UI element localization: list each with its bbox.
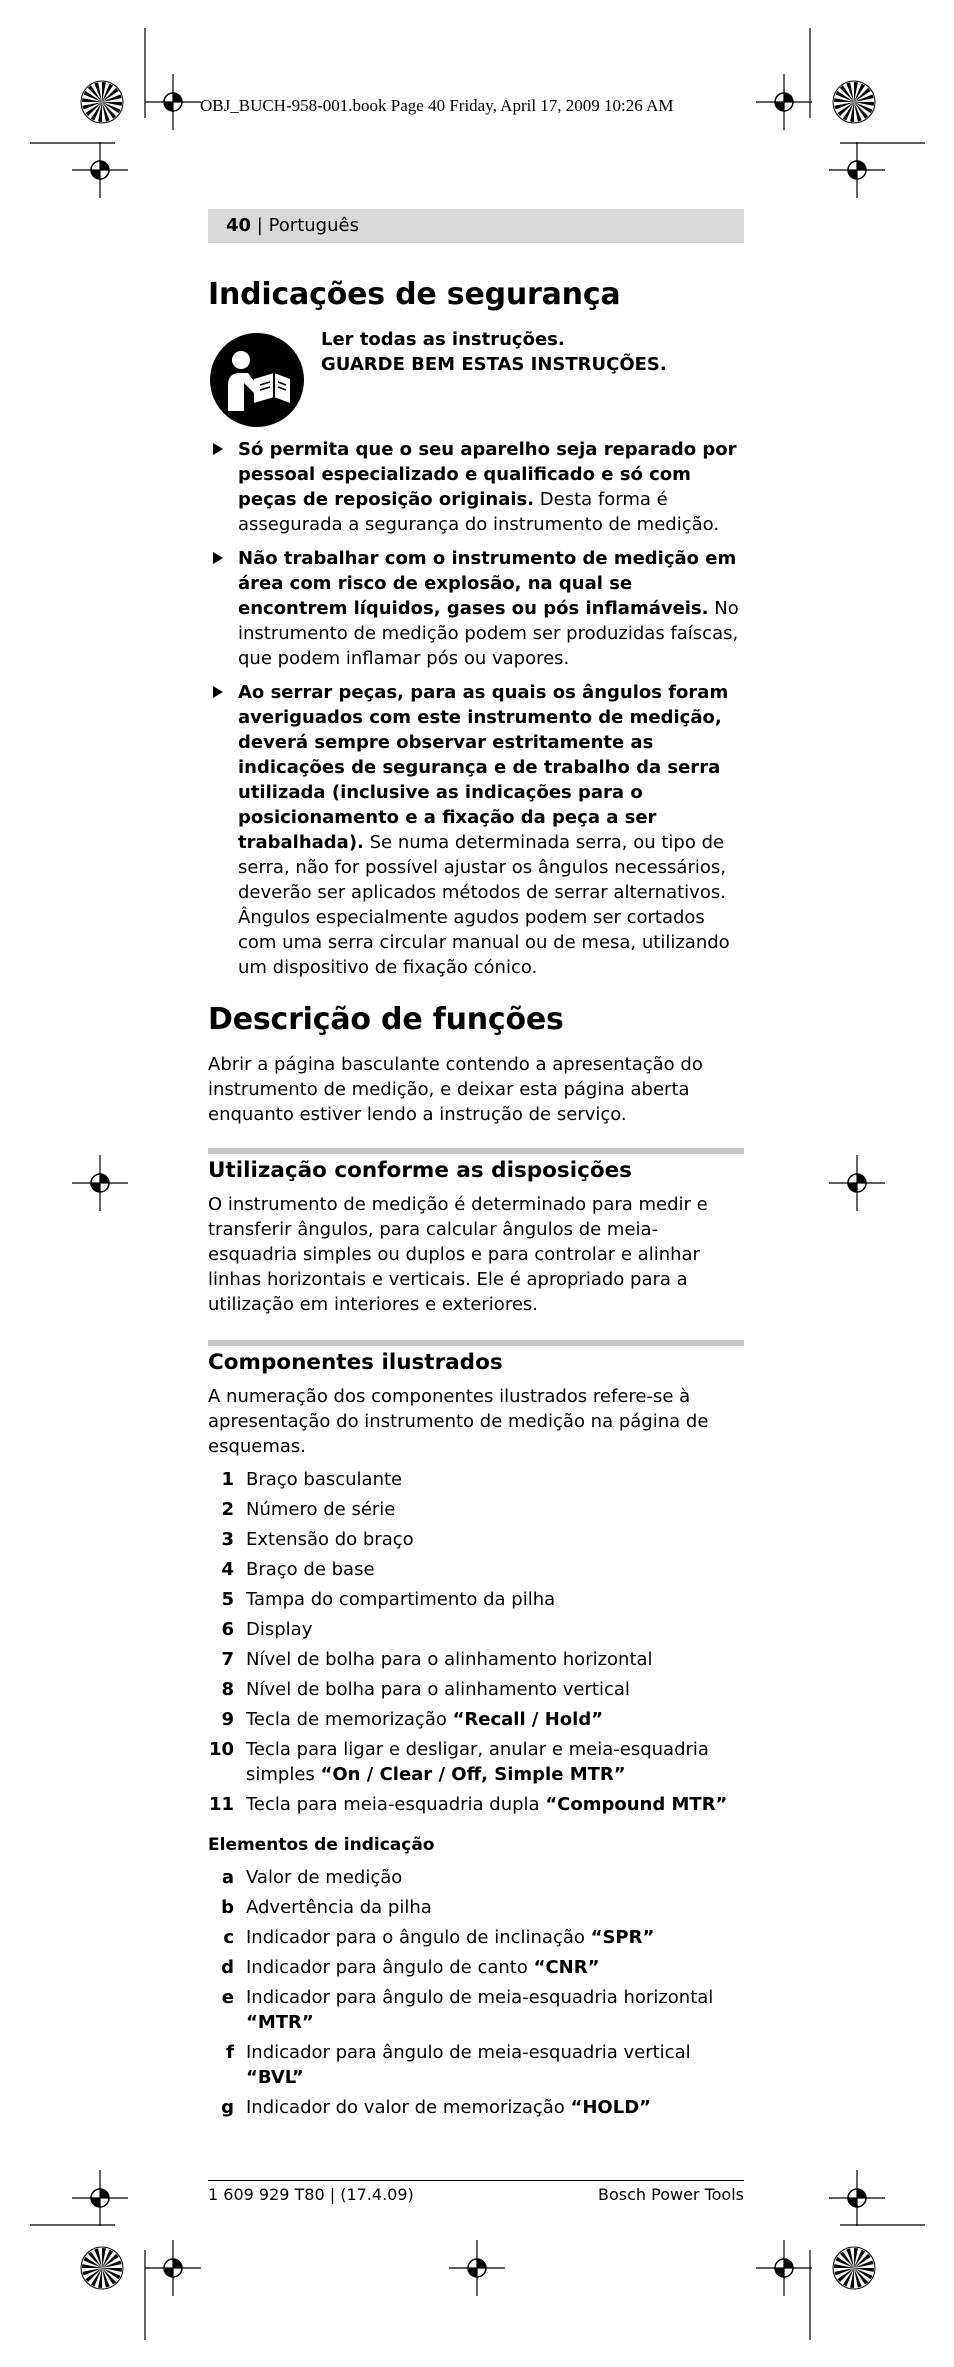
- section-divider: [208, 1340, 744, 1346]
- list-item: 3 Extensão do braço: [221, 1529, 414, 1550]
- list-item: 11 Tecla para meia-esquadria dupla “Compound MTR”: [208, 1794, 728, 1815]
- star-target-top-right: [833, 81, 875, 123]
- safety-bullet: Não trabalhar com o instrumento de medição em área com risco de explosão, na qual se encontrem líquidos, gases ou pós inflamáveis. No instrumento de medição podem ser produzidas faíscas, que podem inflamar pós ou vapores.: [208, 546, 744, 671]
- functions-intro: Abrir a página basculante contendo a apresentação do instrumento de medição, e deixar esta página aberta enquanto estiver lendo a instrução de serviço.: [208, 1054, 703, 1125]
- footer-brand: Bosch Power Tools: [598, 2185, 744, 2204]
- list-item: 4 Braço de base: [221, 1559, 375, 1580]
- star-target-bottom-left: [81, 2247, 123, 2289]
- list-item: d Indicador para ângulo de canto “CNR”: [221, 1957, 600, 1978]
- star-target-bottom-right: [833, 2247, 875, 2289]
- list-item: e Indicador para ângulo de meia-esquadria horizontal “MTR”: [221, 1987, 714, 2033]
- safety-bullet: Ao serrar peças, para as quais os ângulos foram averiguados com este instrumento de medição, deverá sempre observar estritamente as indicações de segurança e de trabalho da serra utilizada (inclusive as indicações para o posicionamento e a fixação da peça a ser trabalhada). Se numa determinada serra, ou tipo de serra, não for possível ajustar os ângulos necessários, deverão ser aplicados métodos de serrar alternativos. Ângulos especialmente agudos podem ser cortados com uma serra circular manual ou de mesa, utilizando um dispositivo de fixação cónico.: [208, 680, 744, 980]
- list-item: 9 Tecla de memorização “Recall / Hold”: [221, 1709, 604, 1730]
- section-title-functions: Descrição de funções: [208, 1002, 564, 1037]
- section-title-safety: Indicações de segurança: [208, 277, 621, 312]
- list-item: 7 Nível de bolha para o alinhamento horizontal: [221, 1649, 653, 1670]
- page-header-bar: [208, 209, 744, 243]
- list-item: 1 Braço basculante: [221, 1469, 403, 1490]
- print-header: OBJ_BUCH-958-001.book Page 40 Friday, April 17, 2009 10:26 AM: [200, 96, 674, 115]
- subsection-title-intended-use: Utilização conforme as disposições: [208, 1158, 632, 1183]
- list-item: g Indicador do valor de memorização “HOLD”: [221, 2097, 651, 2118]
- components-intro: A numeração dos componentes ilustrados refere-se à apresentação do instrumento de medição na página de esquemas.: [208, 1386, 709, 1457]
- components-list: [208, 1467, 744, 1822]
- intended-use-text: O instrumento de medição é determinado para medir e transferir ângulos, para calcular ângulos de meia-esquadria simples ou duplos e para controlar e alinhar linhas horizontais e verticais. Ele é apropriado para a utilização em interiores e exteriores.: [208, 1194, 708, 1315]
- list-item: 5 Tampa do compartimento da pilha: [221, 1589, 556, 1610]
- list-item: c Indicador para o ângulo de inclinação “SPR”: [223, 1927, 655, 1948]
- list-item: 6 Display: [221, 1619, 313, 1640]
- footer-rule: [208, 2180, 744, 2181]
- indicators-heading: Elementos de indicação: [208, 1835, 435, 1855]
- safety-bullet: Só permita que o seu aparelho seja reparado por pessoal especializado e qualificado e só com peças de reposição originais. Desta forma é assegurada a segurança do instrumento de medição.: [208, 437, 744, 537]
- triangle-bullet-icon: [213, 443, 223, 455]
- page-header-separator: |: [251, 215, 269, 236]
- read-manual-icon: [210, 333, 304, 427]
- list-item: 2 Número de série: [221, 1499, 396, 1520]
- indicators-list: [208, 1865, 744, 2125]
- section-divider: [208, 1148, 744, 1154]
- list-item: f Indicador para ângulo de meia-esquadria vertical “BVL”: [226, 2042, 691, 2088]
- triangle-bullet-icon: [213, 686, 223, 698]
- triangle-bullet-icon: [213, 552, 223, 564]
- list-item: b Advertência da pilha: [221, 1897, 432, 1918]
- safety-bullet-list: [208, 437, 744, 989]
- page-number: 40: [226, 215, 252, 236]
- subsection-title-components: Componentes ilustrados: [208, 1350, 503, 1375]
- page-header-language: Português: [268, 215, 359, 236]
- list-item: a Valor de medição: [221, 1867, 403, 1888]
- read-instructions-text: Ler todas as instruções. GUARDE BEM ESTAS INSTRUÇÕES.: [321, 329, 667, 375]
- list-item: 8 Nível de bolha para o alinhamento vertical: [221, 1679, 630, 1700]
- star-target-top-left: [81, 81, 123, 123]
- footer-document-number: 1 609 929 T80 | (17.4.09): [208, 2185, 414, 2204]
- list-item: 10 Tecla para ligar e desligar, anular e meia-esquadria simples “On / Clear / Off, Simple MTR”: [208, 1739, 709, 1785]
